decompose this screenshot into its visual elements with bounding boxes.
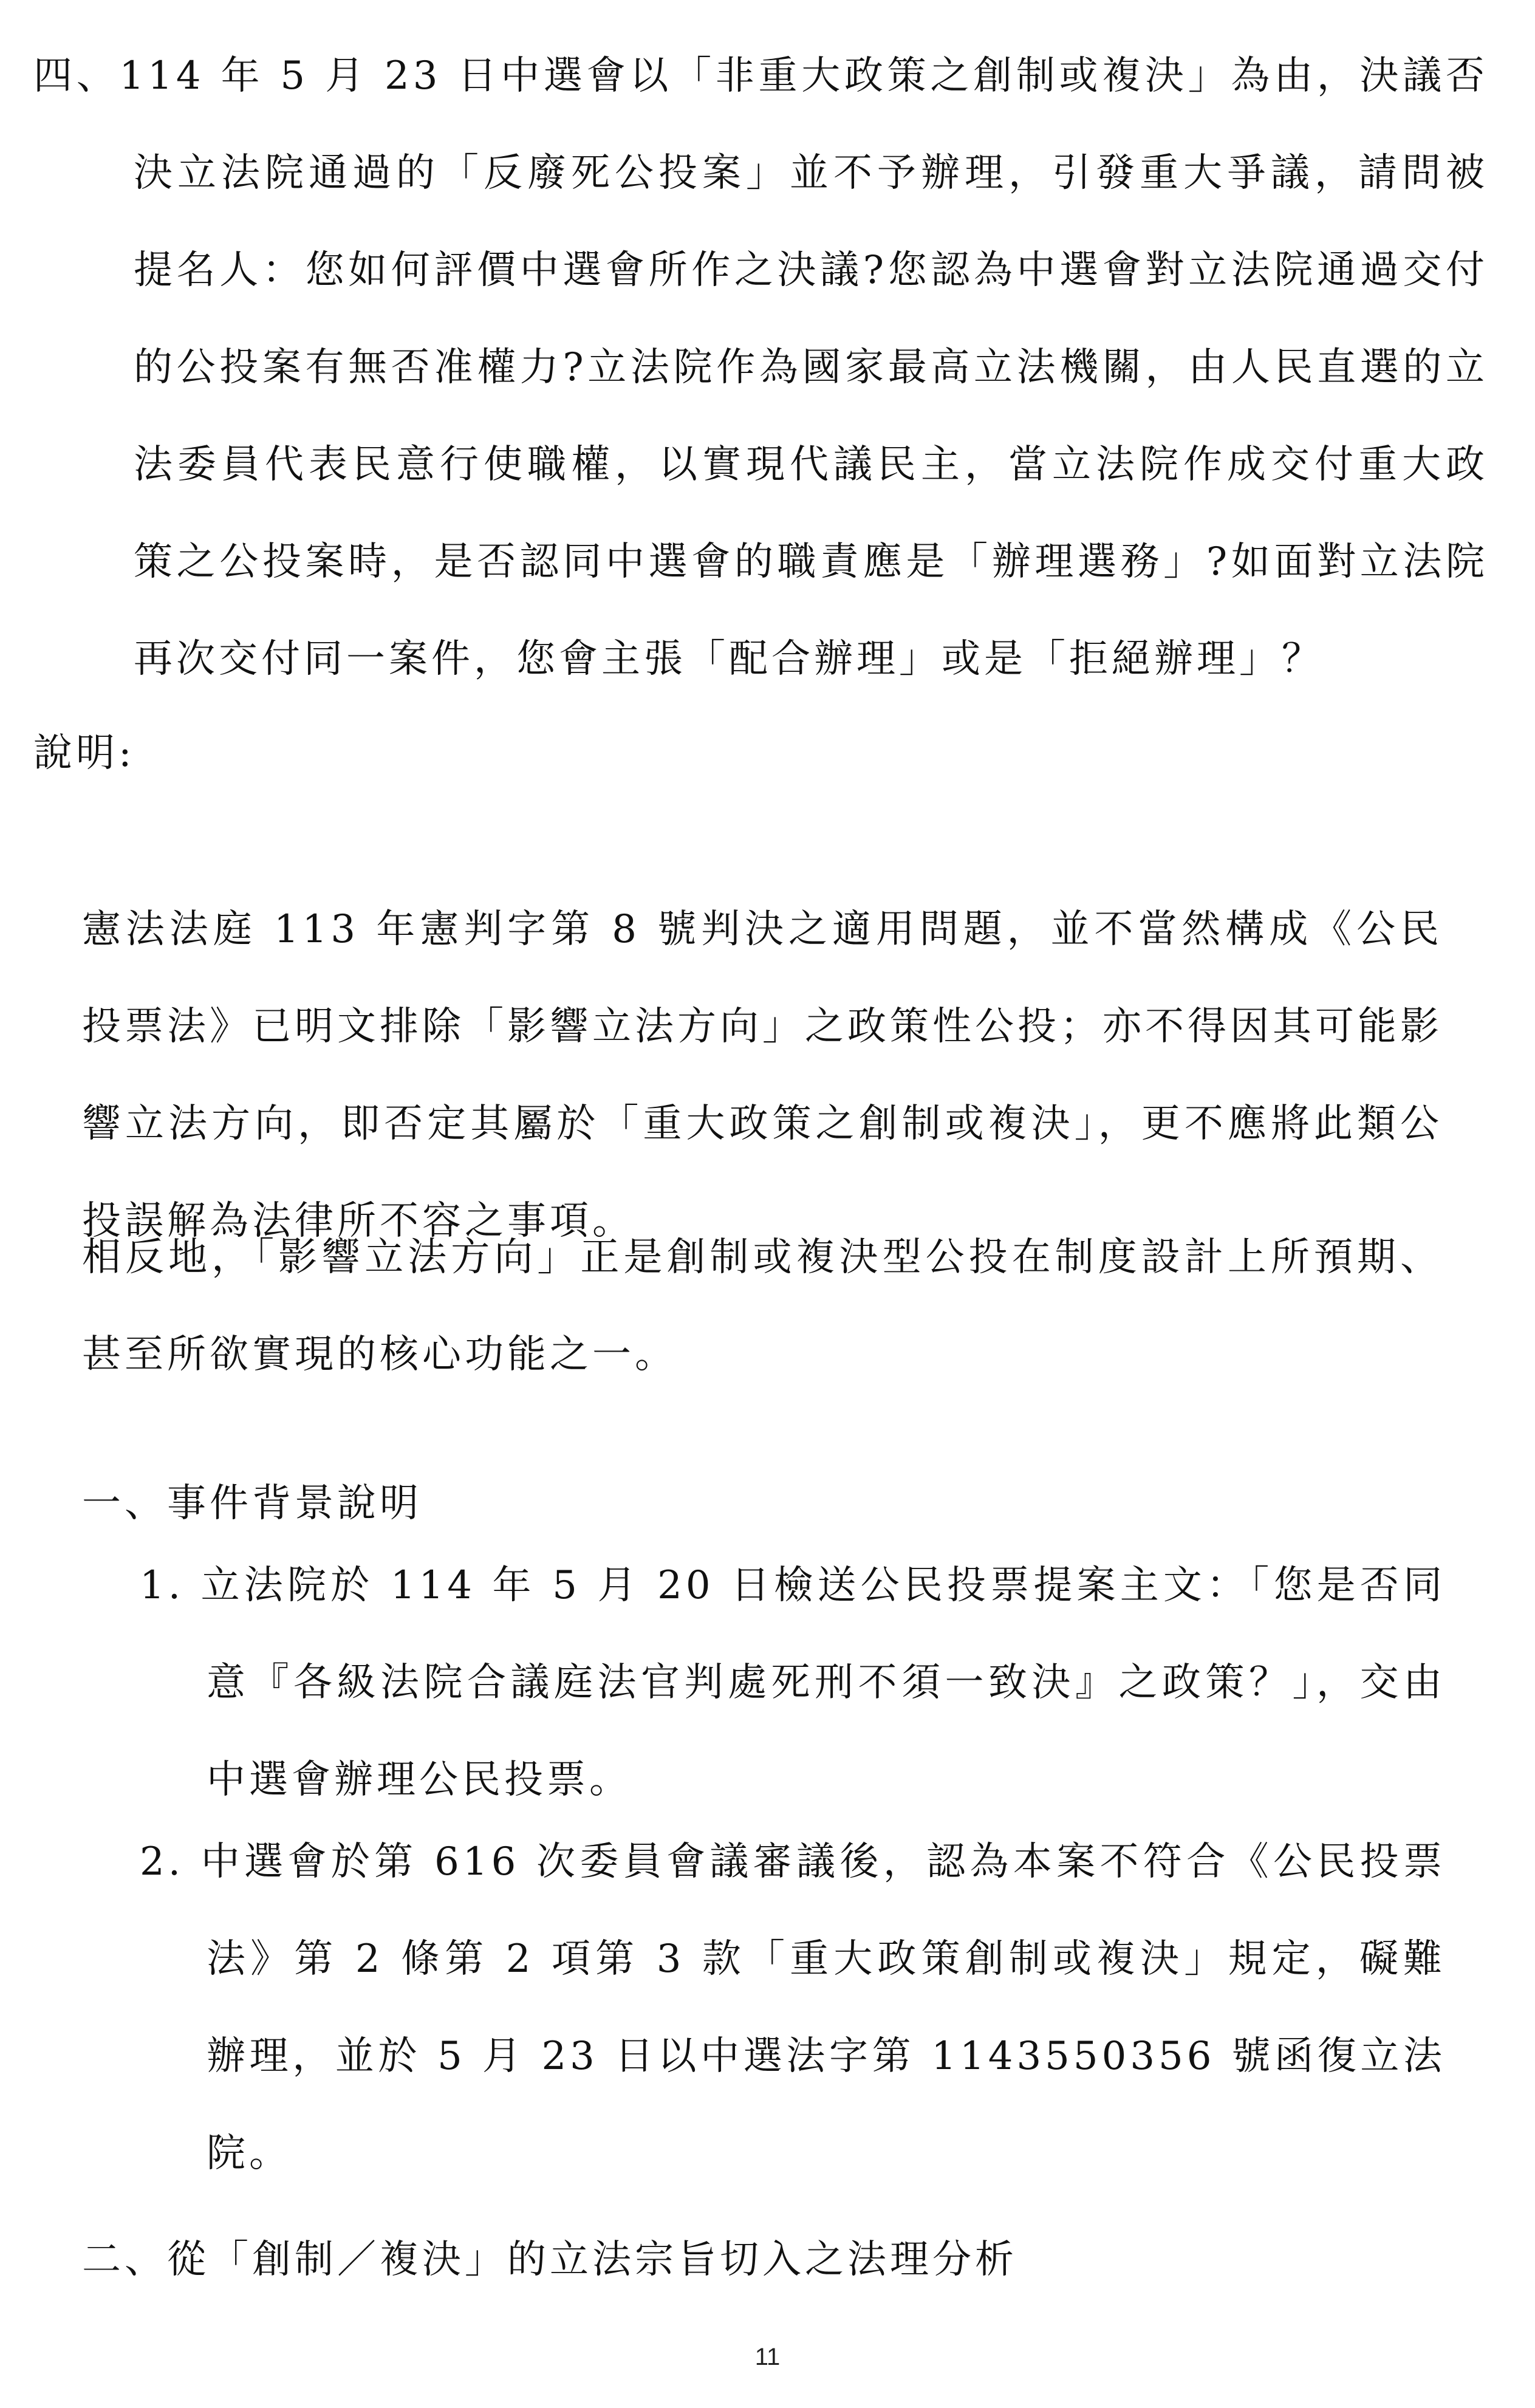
section-one-item-2: 2. 中選會於第 616 次委員會議審議後，認為本案不符合《公民投票法》第 2 條第 2 項第 3 款「重大政策創制或複決」規定，礙難辦理，並於 5 月 23 日以中選法字第 1143550356 號函復立法院。: [140, 1839, 1446, 2176]
question-four-text: 四、114 年 5 月 23 日中選會以「非重大政策之創制或複決」為由，決議否決立法院通過的「反廢死公投案」並不予辦理，引發重大爭議，請問被提名人：您如何評價中選會所作之決議?您認為中選會對立法院通過交付的公投案有無否准權力?立法院作為國家最高立法機關，由人民直選的立法委員代表民意行使職權，以實現代議民主，當立法院作成交付重大政策之公投案時，是否認同中選會的職責應是「辦理選務」?如面對立法院再次交付同一案件，您會主張「配合辦理」或是「拒絕辦理」？: [33, 53, 1488, 682]
section-two-heading: 二、從「創制／複決」的立法宗旨切入之法理分析: [82, 2237, 1017, 2282]
section-one-item-1: 1. 立法院於 114 年 5 月 20 日檢送公民投票提案主文：「您是否同意『各級法院合議庭法官判處死刑不須一致決』之政策？」，交由中選會辦理公民投票。: [140, 1563, 1446, 1802]
explanation-paragraph-1: 憲法法庭 113 年憲判字第 8 號判決之適用問題，並不當然構成《公民投票法》已明文排除「影響立法方向」之政策性公投；亦不得因其可能影響立法方向，即否定其屬於「重大政策之創制或複決」，更不應將此類公投誤解為法律所不容之事項。: [82, 907, 1443, 1243]
section-one-heading: 一、事件背景說明: [82, 1481, 422, 1526]
explanation-paragraph-2: 相反地，「影響立法方向」正是創制或複決型公投在制度設計上所預期、甚至所欲實現的核心功能之一。: [82, 1235, 1443, 1377]
page-number: 11: [754, 2344, 781, 2370]
explanation-label: 說明:: [33, 731, 135, 776]
